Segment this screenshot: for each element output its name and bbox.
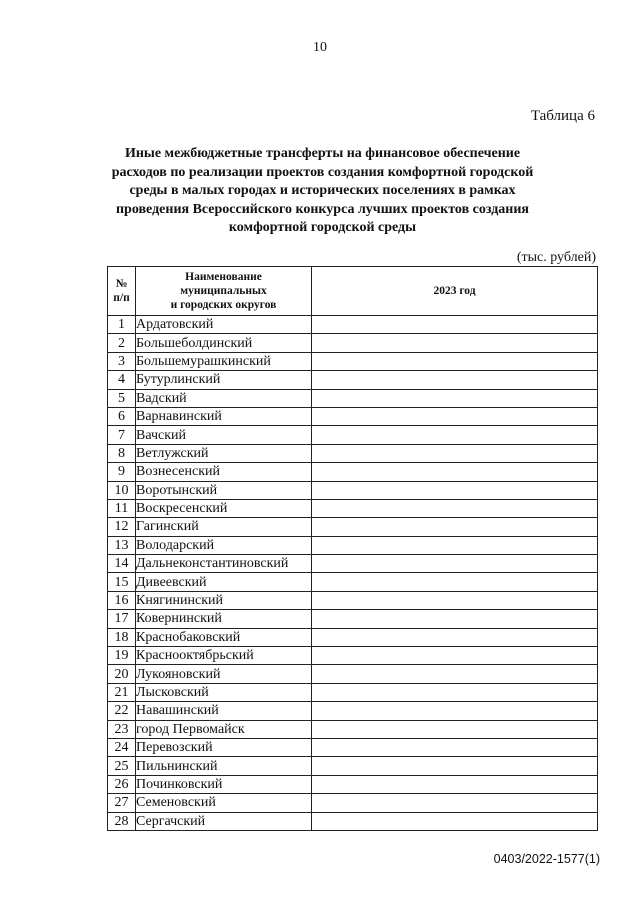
table-row bbox=[108, 481, 598, 499]
table-row bbox=[108, 518, 598, 536]
value-2023 bbox=[312, 352, 598, 370]
row-number: 19 bbox=[108, 647, 136, 665]
district-name: Большеболдинский bbox=[136, 334, 312, 352]
district-name: Дальнеконстантиновский bbox=[136, 555, 312, 573]
value-2023 bbox=[312, 426, 598, 444]
value-2023 bbox=[312, 444, 598, 462]
row-number: 23 bbox=[108, 720, 136, 738]
row-number: 1 bbox=[108, 316, 136, 334]
district-name: Пильнинский bbox=[136, 757, 312, 775]
header-number-line: п/п bbox=[113, 292, 130, 304]
value-2023 bbox=[312, 738, 598, 756]
district-name: Краснобаковский bbox=[136, 628, 312, 646]
district-name: Воротынский bbox=[136, 481, 312, 499]
table-row bbox=[108, 720, 598, 738]
table-label: Таблица 6 bbox=[530, 108, 595, 124]
title-line: проведения Всероссийского конкурса лучших проектов создания bbox=[115, 201, 530, 217]
value-2023 bbox=[312, 499, 598, 517]
row-number: 14 bbox=[108, 555, 136, 573]
table-row bbox=[108, 426, 598, 444]
units-label: (тыс. рублей) bbox=[516, 250, 596, 265]
table-row bbox=[108, 316, 598, 334]
table-body bbox=[108, 316, 598, 831]
table-row bbox=[108, 683, 598, 701]
table-row bbox=[108, 647, 598, 665]
header-name-line: Наименование bbox=[185, 271, 262, 283]
table-row bbox=[108, 812, 598, 830]
district-name: Княгининский bbox=[136, 591, 312, 609]
header-name bbox=[136, 267, 312, 316]
header-name-line: муниципальных bbox=[180, 285, 267, 297]
value-2023 bbox=[312, 647, 598, 665]
value-2023 bbox=[312, 665, 598, 683]
row-number: 12 bbox=[108, 518, 136, 536]
row-number: 7 bbox=[108, 426, 136, 444]
district-name: Краснооктябрьский bbox=[136, 647, 312, 665]
value-2023 bbox=[312, 555, 598, 573]
district-name: Навашинский bbox=[136, 702, 312, 720]
document-title bbox=[100, 145, 545, 238]
row-number: 18 bbox=[108, 628, 136, 646]
table-row bbox=[108, 371, 598, 389]
district-name: Ковернинский bbox=[136, 610, 312, 628]
table-row bbox=[108, 463, 598, 481]
district-name: Семеновский bbox=[136, 794, 312, 812]
district-name: Большемурашкинский bbox=[136, 352, 312, 370]
table-row bbox=[108, 499, 598, 517]
row-number: 8 bbox=[108, 444, 136, 462]
district-name: Гагинский bbox=[136, 518, 312, 536]
value-2023 bbox=[312, 610, 598, 628]
table-row bbox=[108, 591, 598, 609]
row-number: 27 bbox=[108, 794, 136, 812]
value-2023 bbox=[312, 628, 598, 646]
table-row bbox=[108, 444, 598, 462]
row-number: 11 bbox=[108, 499, 136, 517]
row-number: 25 bbox=[108, 757, 136, 775]
district-name: Воскресенский bbox=[136, 499, 312, 517]
row-number: 4 bbox=[108, 371, 136, 389]
row-number: 6 bbox=[108, 407, 136, 425]
table-row bbox=[108, 628, 598, 646]
table-row bbox=[108, 757, 598, 775]
table-row bbox=[108, 665, 598, 683]
row-number: 15 bbox=[108, 573, 136, 591]
table-row bbox=[108, 702, 598, 720]
header-number-line: № bbox=[115, 278, 128, 290]
row-number: 26 bbox=[108, 775, 136, 793]
value-2023 bbox=[312, 591, 598, 609]
page-number: 10 bbox=[313, 40, 327, 55]
value-2023 bbox=[312, 702, 598, 720]
row-number: 2 bbox=[108, 334, 136, 352]
table-row bbox=[108, 738, 598, 756]
row-number: 21 bbox=[108, 683, 136, 701]
value-2023 bbox=[312, 720, 598, 738]
district-name: Вознесенский bbox=[136, 463, 312, 481]
district-name: Ардатовский bbox=[136, 316, 312, 334]
district-name: Варнавинский bbox=[136, 407, 312, 425]
district-name: Дивеевский bbox=[136, 573, 312, 591]
row-number: 22 bbox=[108, 702, 136, 720]
table-row bbox=[108, 536, 598, 554]
row-number: 5 bbox=[108, 389, 136, 407]
header-number bbox=[108, 267, 136, 316]
row-number: 24 bbox=[108, 738, 136, 756]
value-2023 bbox=[312, 794, 598, 812]
table-row bbox=[108, 352, 598, 370]
value-2023 bbox=[312, 463, 598, 481]
title-line: комфортной городской среды bbox=[228, 220, 417, 235]
title-line: расходов по реализации проектов создания комфортной городской bbox=[111, 164, 534, 180]
value-2023 bbox=[312, 407, 598, 425]
title-line: среды в малых городах и исторических поселениях в рамках bbox=[129, 183, 516, 198]
row-number: 9 bbox=[108, 463, 136, 481]
value-2023 bbox=[312, 371, 598, 389]
district-name: Вадский bbox=[136, 389, 312, 407]
row-number: 3 bbox=[108, 352, 136, 370]
value-2023 bbox=[312, 536, 598, 554]
title-line: Иные межбюджетные трансферты на финансовое обеспечение bbox=[124, 146, 521, 161]
value-2023 bbox=[312, 389, 598, 407]
district-name: Перевозский bbox=[136, 738, 312, 756]
value-2023 bbox=[312, 316, 598, 334]
value-2023 bbox=[312, 518, 598, 536]
transfers-table bbox=[107, 266, 598, 831]
table-header-row bbox=[108, 267, 598, 316]
district-name: Ветлужский bbox=[136, 444, 312, 462]
district-name: Сергачский bbox=[136, 812, 312, 830]
district-name: Починковский bbox=[136, 775, 312, 793]
header-name-line: и городских округов bbox=[170, 299, 277, 311]
value-2023 bbox=[312, 334, 598, 352]
header-year: 2023 год bbox=[312, 267, 598, 316]
value-2023 bbox=[312, 683, 598, 701]
district-name: город Первомайск bbox=[136, 720, 312, 738]
row-number: 16 bbox=[108, 591, 136, 609]
table-row bbox=[108, 573, 598, 591]
row-number: 13 bbox=[108, 536, 136, 554]
value-2023 bbox=[312, 812, 598, 830]
row-number: 20 bbox=[108, 665, 136, 683]
district-name: Володарский bbox=[136, 536, 312, 554]
value-2023 bbox=[312, 573, 598, 591]
district-name: Лысковский bbox=[136, 683, 312, 701]
district-name: Лукояновский bbox=[136, 665, 312, 683]
district-name: Вачский bbox=[136, 426, 312, 444]
value-2023 bbox=[312, 757, 598, 775]
row-number: 28 bbox=[108, 812, 136, 830]
table-row bbox=[108, 555, 598, 573]
table-row bbox=[108, 389, 598, 407]
table-row bbox=[108, 334, 598, 352]
value-2023 bbox=[312, 775, 598, 793]
value-2023 bbox=[312, 481, 598, 499]
table-row bbox=[108, 794, 598, 812]
table-row bbox=[108, 610, 598, 628]
row-number: 17 bbox=[108, 610, 136, 628]
document-code: 0403/2022-1577(1) bbox=[493, 852, 600, 866]
row-number: 10 bbox=[108, 481, 136, 499]
table-row bbox=[108, 775, 598, 793]
table-row bbox=[108, 407, 598, 425]
district-name: Бутурлинский bbox=[136, 371, 312, 389]
